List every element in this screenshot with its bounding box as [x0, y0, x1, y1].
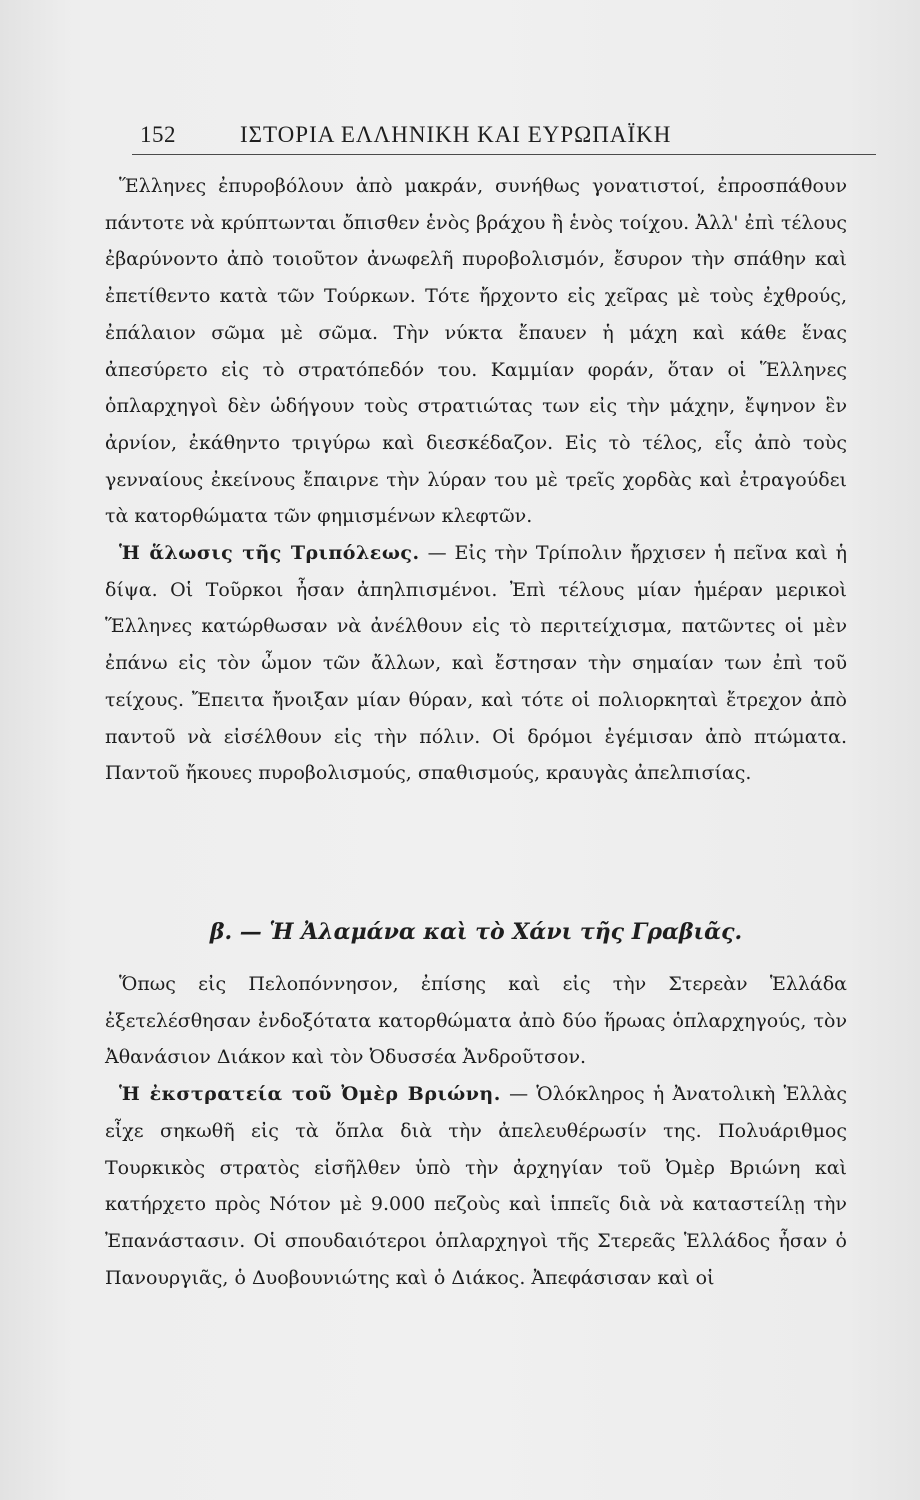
header-rule: [132, 154, 876, 155]
subheading-omer-vrioni: Ἡ ἐκστρατεία τοῦ Ὀμὲρ Βριώνη.: [119, 1083, 501, 1106]
section-heading: β. — Ἡ Ἀλαμάνα καὶ τὸ Χάνι τῆς Γραβιᾶς.: [209, 919, 743, 945]
running-title: ΙΣΤΟΡΙΑ ΕΛΛΗΝΙΚΗ ΚΑΙ ΕΥΡΩΠΑΪΚΗ: [240, 122, 672, 147]
paragraph-battle-customs: Ἕλληνες ἐπυροβόλουν ἀπὸ μακράν, συνήθως γονατιστοί, ἐπροσπάθουν πάντοτε νὰ κρύπτωνται ὄπισθεν ἑνὸς βράχου ἢ ἑνὸς τοίχου. Ἀλλ' ἐπὶ τέλους ἐβαρύνοντο ἀπὸ τοιοῦτον ἀνωφελῆ πυροβολισμόν, ἔσυρον τὴν σπάθην καὶ ἐπετίθεντο κατὰ τῶν Τούρκων. Τότε ἤρχοντο εἰς χεῖρας μὲ τοὺς ἐχθρούς, ἐπάλαιον σῶμα μὲ σῶμα. Τὴν νύκτα ἔπαυεν ἡ μάχη καὶ κάθε ἕνας ἀπεσύρετο εἰς τὸ στρατόπεδόν του. Καμμίαν φοράν, ὅταν οἱ Ἕλληνες ὁπλαρχηγοὶ δὲν ὡδήγουν τοὺς στρατιώτας των εἰς τὴν μάχην, ἔψηνον ἓν ἀρνίον, ἐκάθηντο τριγύρω καὶ διεσκέδαζον. Εἰς τὸ τέλος, εἷς ἀπὸ τοὺς γενναίους ἐκείνους ἔπαιρνε τὴν λύραν του μὲ τρεῖς χορδὰς καὶ ἐτραγούδει τὰ κατορθώματα τῶν φημισμένων κλεφτῶν.: [105, 175, 847, 528]
paragraph-tripoli-text: — Εἰς τὴν Τρίπολιν ἤρχισεν ἡ πεῖνα καὶ ἡ δίψα. Οἱ Τοῦρκοι ἦσαν ἀπηλπισμένοι. Ἐπὶ τέλους μίαν ἡμέραν μερικοὶ Ἕλληνες κατώρθωσαν νὰ ἀνέλθουν εἰς τὸ περιτείχισμα, πατῶντες οἱ μὲν ἐπάνω εἰς τὸν ὦμον τῶν ἄλλων, καὶ ἔστησαν τὴν σημαίαν των ἐπὶ τοῦ τείχους. Ἔπειτα ἤνοιξαν μίαν θύραν, καὶ τότε οἱ πολιορκηταὶ ἔτρεχον ἀπὸ παντοῦ νὰ εἰσέλθουν εἰς τὴν πόλιν. Οἱ δρόμοι ἐγέμισαν ἀπὸ πτώματα. Παντοῦ ἤκουες πυροβολισμούς, σπαθισμούς, κραυγὰς ἀπελπισίας.: [105, 542, 847, 785]
paragraph-omer-vrioni: [105, 1076, 847, 1296]
paragraph-tripoli: [105, 535, 847, 792]
main-text-continued: [105, 966, 847, 1296]
paragraph-omer-vrioni-text: — Ὁλόκληρος ἡ Ἀνατολικὴ Ἑλλὰς εἶχε σηκωθῆ εἰς τὰ ὅπλα διὰ τὴν ἀπελευθέρωσίν της. Πολυάριθμος Τουρκικὸς στρατὸς εἰσῆλθεν ὑπὸ τὴν ἀρχηγίαν τοῦ Ὀμὲρ Βριώνη καὶ κατήρχετο πρὸς Νότον μὲ 9.000 πεζοὺς καὶ ἱππεῖς διὰ νὰ καταστείλῃ τὴν Ἐπανάστασιν. Οἱ σπουδαιότεροι ὁπλαρχηγοὶ τῆς Στερεᾶς Ἑλλάδος ἦσαν ὁ Πανουργιᾶς, ὁ Δυοβουνιώτης καὶ ὁ Διάκος. Ἀπεφάσισαν καὶ οἱ: [105, 1083, 847, 1289]
page-number: 152: [140, 122, 176, 147]
page-header: [140, 122, 876, 154]
main-text: [105, 168, 847, 792]
paragraph-sterea: Ὅπως εἰς Πελοπόννησον, ἐπίσης καὶ εἰς τὴν Στερεὰν Ἑλλάδα ἐξετελέσθησαν ἐνδοξότατα κατορθώματα ἀπὸ δύο ἥρωας ὁπλαρχηγούς, τὸν Ἀθανάσιον Διάκον καὶ τὸν Ὀδυσσέα Ἀνδροῦτσον.: [105, 973, 847, 1069]
subheading-tripoli: Ἡ ἅλωσις τῆς Τριπόλεως.: [119, 542, 420, 565]
